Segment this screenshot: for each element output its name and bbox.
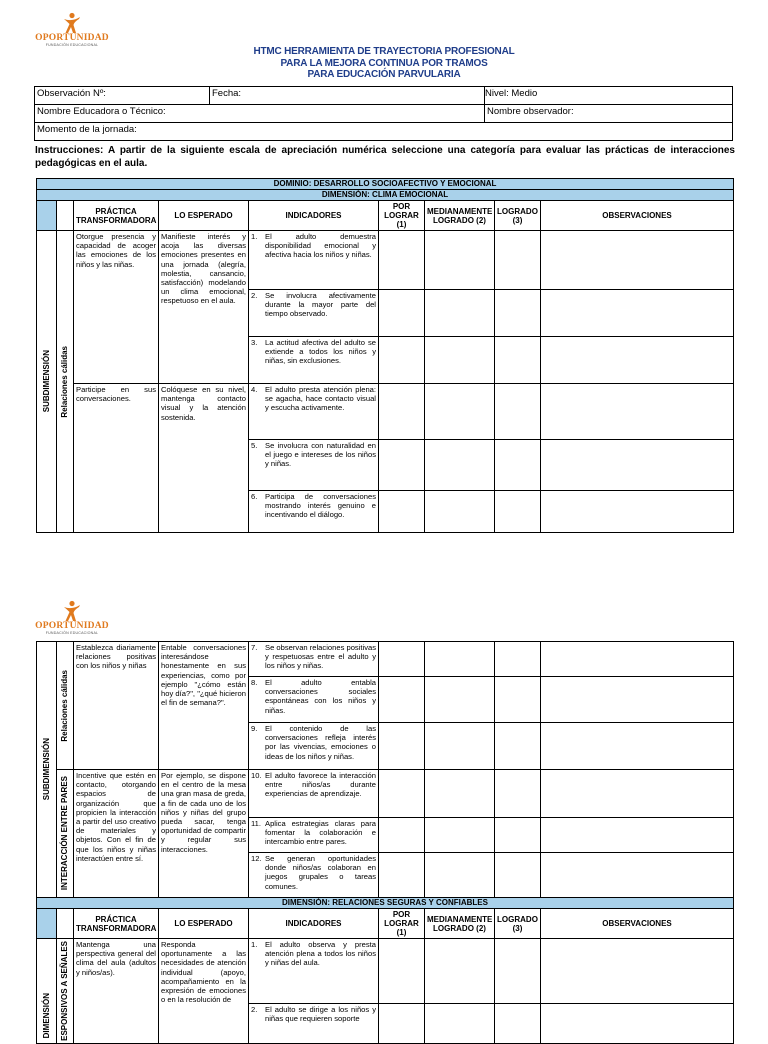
- observaciones-cell[interactable]: [541, 440, 734, 491]
- score-cell[interactable]: [425, 231, 495, 290]
- subdimension-name: ESPONSIVOS A SEÑALES: [57, 939, 74, 1044]
- observaciones-cell[interactable]: [541, 642, 734, 677]
- observador-field[interactable]: Nombre observador:: [485, 105, 733, 123]
- header-esperado: LO ESPERADO: [159, 909, 249, 939]
- score-cell[interactable]: [379, 818, 425, 853]
- score-cell[interactable]: [379, 677, 425, 723]
- momento-field[interactable]: Momento de la jornada:: [35, 123, 733, 141]
- header-spacer: [57, 909, 74, 939]
- esperado-cell: Colóquese en su nivel, mantenga contacto visual y la atención sostenida.: [159, 384, 249, 533]
- score-cell[interactable]: [425, 384, 495, 440]
- subdimension-name: INTERACCIÓN ENTRE PARES: [57, 770, 74, 898]
- logo-figure-icon: [61, 600, 83, 622]
- esperado-cell: Responda oportunamente a las necesidades de atención individual (apoyo, acompañamiento en la expresión de emociones o en la resolución de: [159, 939, 249, 1044]
- practica-cell: Mantenga una perspectiva general del clima del aula (adultos y niños/as).: [74, 939, 159, 1044]
- header-por-lograr: POR LOGRAR (1): [379, 909, 425, 939]
- header-observaciones: OBSERVACIONES: [541, 201, 734, 231]
- header-spacer: [37, 201, 57, 231]
- observaciones-cell[interactable]: [541, 384, 734, 440]
- title-line-2: PARA LA MEJORA CONTINUA POR TRAMOS: [280, 57, 488, 69]
- dominio-band: DOMINIO: DESARROLLO SOCIOAFECTIVO Y EMOCIONAL: [37, 179, 734, 190]
- observaciones-cell[interactable]: [541, 818, 734, 853]
- practica-cell: Incentive que estén en contacto, otorgando espacios de organización que propicien la interacción a partir del uso creativo de materiales y objetos. Con el fin de que los niños y niñas interactúen entre sí.: [74, 770, 159, 898]
- indicator-cell: 2. Se involucra afectivamente durante la mayor parte del tiempo observado.: [249, 290, 379, 337]
- subdimension-label: DIMENSIÓN: [37, 939, 57, 1044]
- indicator-cell: 9. El contenido de las conversaciones refleja interés por las vivencias, emociones o ideas de los niños y niñas.: [249, 723, 379, 770]
- header-practica: PRÁCTICA TRANSFORMADORA: [74, 201, 159, 231]
- header-por-lograr: POR LOGRAR (1): [379, 201, 425, 231]
- dimension-band: DIMENSIÓN: RELACIONES SEGURAS Y CONFIABLES: [37, 898, 734, 909]
- indicator-cell: 6. Participa de conversaciones mostrando interés genuino e incentivando el diálogo.: [249, 491, 379, 533]
- indicator-cell: 1. El adulto observa y presta atención plena a todos los niños y niñas del aula.: [249, 939, 379, 1004]
- header-medianamente: MEDIANAMENTE LOGRADO (2): [425, 909, 495, 939]
- header-spacer: [57, 201, 74, 231]
- dimension-band: DIMENSIÓN: CLIMA EMOCIONAL: [37, 190, 734, 201]
- score-cell[interactable]: [425, 642, 495, 677]
- score-cell[interactable]: [425, 853, 495, 898]
- subdimension-name: Relaciones cálidas: [57, 231, 74, 533]
- header-spacer: [37, 909, 57, 939]
- score-cell[interactable]: [425, 818, 495, 853]
- observaciones-cell[interactable]: [541, 677, 734, 723]
- score-cell[interactable]: [425, 440, 495, 491]
- header-medianamente: MEDIANAMENTE LOGRADO (2): [425, 201, 495, 231]
- logo-name: OPORTUNIDAD: [35, 621, 109, 631]
- esperado-cell: Por ejemplo, se dispone en el centro de la mesa una gran masa de greda, a fin de cada uno de los niños y niñas del grupo pueda sacar, tenga oportunidad de compartir y regular sus interacciones.: [159, 770, 249, 898]
- score-cell[interactable]: [379, 384, 425, 440]
- score-cell[interactable]: [379, 723, 425, 770]
- subdimension-label: SUBDIMENSIÓN: [37, 231, 57, 533]
- observaciones-cell[interactable]: [541, 231, 734, 290]
- score-cell[interactable]: [425, 290, 495, 337]
- esperado-cell: Entable conversaciones interesándose honestamente en sus experiencias, como por ejemplo "¿cómo están hoy día?", "¿qué hicieron el fin de semana?".: [159, 642, 249, 770]
- score-cell[interactable]: [495, 939, 541, 1004]
- score-cell[interactable]: [379, 337, 425, 384]
- header-logrado: LOGRADO (3): [495, 201, 541, 231]
- score-cell[interactable]: [495, 723, 541, 770]
- indicator-cell: 2. El adulto se dirige a los niños y niñas que requieren soporte: [249, 1004, 379, 1044]
- practica-cell: Otorgue presencia y capacidad de acoger las emociones de los niños y las niñas.: [74, 231, 159, 384]
- indicator-cell: 8. El adulto entabla conversaciones sociales espontáneas con los niños y niñas.: [249, 677, 379, 723]
- score-cell[interactable]: [425, 723, 495, 770]
- header-indicadores: INDICADORES: [249, 909, 379, 939]
- score-cell[interactable]: [495, 290, 541, 337]
- logo-subtitle: FUNDACIÓN EDUCACIONAL: [45, 43, 99, 47]
- observaciones-cell[interactable]: [541, 491, 734, 533]
- score-cell[interactable]: [425, 770, 495, 818]
- observaciones-cell[interactable]: [541, 337, 734, 384]
- score-cell[interactable]: [495, 337, 541, 384]
- fecha-field[interactable]: Fecha:: [210, 87, 485, 105]
- header-indicadores: INDICADORES: [249, 201, 379, 231]
- score-cell[interactable]: [379, 491, 425, 533]
- header-observaciones: OBSERVACIONES: [541, 909, 734, 939]
- score-cell[interactable]: [495, 491, 541, 533]
- header-esperado: LO ESPERADO: [159, 201, 249, 231]
- esperado-cell: Manifieste interés y acoja las diversas emociones presentes en una jornada (alegría, molestia, cansancio, satisfacción) modelando un clima emocional, respetuoso en el aula.: [159, 231, 249, 384]
- observaciones-cell[interactable]: [541, 770, 734, 818]
- header-logrado: LOGRADO (3): [495, 909, 541, 939]
- indicator-cell: 3. La actitud afectiva del adulto se extiende a todos los niños y niñas, sin exclusiones.: [249, 337, 379, 384]
- educadora-field[interactable]: Nombre Educadora o Técnico:: [35, 105, 485, 123]
- subdimension-name: Relaciones cálidas: [57, 642, 74, 770]
- score-cell[interactable]: [495, 853, 541, 898]
- evaluation-table-2: [36, 641, 734, 1044]
- observaciones-cell[interactable]: [541, 290, 734, 337]
- title-line-1: HTMC HERRAMIENTA DE TRAYECTORIA PROFESIONAL: [253, 46, 515, 57]
- observaciones-cell[interactable]: [541, 723, 734, 770]
- logo-figure-icon: [61, 12, 83, 34]
- logo-name: OPORTUNIDAD: [35, 33, 109, 43]
- logo: [36, 12, 108, 47]
- indicator-cell: 7. Se observan relaciones positivas y respetuosas entre el adulto y los niños y niñas.: [249, 642, 379, 677]
- score-cell[interactable]: [495, 384, 541, 440]
- observaciones-cell[interactable]: [541, 939, 734, 1004]
- score-cell[interactable]: [495, 231, 541, 290]
- indicator-cell: 1. El adulto demuestra disponibilidad emocional y afectiva hacia los niños y niñas.: [249, 231, 379, 290]
- score-cell[interactable]: [495, 677, 541, 723]
- score-cell[interactable]: [379, 939, 425, 1004]
- observacion-field[interactable]: Observación Nº:: [35, 87, 210, 105]
- score-cell[interactable]: [379, 231, 425, 290]
- evaluation-table-1: [36, 178, 734, 533]
- indicator-cell: 4. El adulto presta atención plena: se agacha, hace contacto visual y escucha activamente.: [249, 384, 379, 440]
- score-cell[interactable]: [425, 491, 495, 533]
- practica-cell: Establezca diariamente relaciones positivas con los niños y niñas: [74, 642, 159, 770]
- title-line-3: PARA EDUCACIÓN PARVULARIA: [307, 69, 461, 80]
- nivel-field[interactable]: Nivel: Medio: [485, 87, 733, 105]
- score-cell[interactable]: [379, 440, 425, 491]
- practica-cell: Participe en sus conversaciones.: [74, 384, 159, 533]
- indicator-cell: 5. Se involucra con naturalidad en el juego e intereses de los niños y niñas.: [249, 440, 379, 491]
- score-cell[interactable]: [425, 677, 495, 723]
- score-cell[interactable]: [379, 770, 425, 818]
- indicator-cell: 12. Se generan oportunidades donde niños/as colaboran en juegos grupales o tareas comunes.: [249, 853, 379, 898]
- observaciones-cell[interactable]: [541, 853, 734, 898]
- indicator-cell: 11. Aplica estrategias claras para fomentar la colaboración e intercambio entre pares.: [249, 818, 379, 853]
- indicator-cell: 10. El adulto favorece la interacción entre niños/as durante experiencias de aprendizaje.: [249, 770, 379, 818]
- score-cell[interactable]: [379, 642, 425, 677]
- info-form: [34, 86, 733, 141]
- score-cell[interactable]: [495, 770, 541, 818]
- score-cell[interactable]: [495, 642, 541, 677]
- score-cell[interactable]: [495, 440, 541, 491]
- header-practica: PRÁCTICA TRANSFORMADORA: [74, 909, 159, 939]
- score-cell[interactable]: [379, 853, 425, 898]
- logo: [36, 600, 108, 635]
- subdimension-label: SUBDIMENSIÓN: [37, 642, 57, 898]
- score-cell[interactable]: [425, 939, 495, 1004]
- score-cell[interactable]: [425, 337, 495, 384]
- logo-subtitle: FUNDACIÓN EDUCACIONAL: [45, 631, 99, 635]
- score-cell[interactable]: [379, 290, 425, 337]
- instructions: Instrucciones: A partir de la siguiente escala de apreciación numérica seleccione una categoría para evaluar las prácticas de interacciones pedagógicas en el aula.: [35, 145, 735, 169]
- score-cell[interactable]: [495, 818, 541, 853]
- document-title: [0, 46, 768, 81]
